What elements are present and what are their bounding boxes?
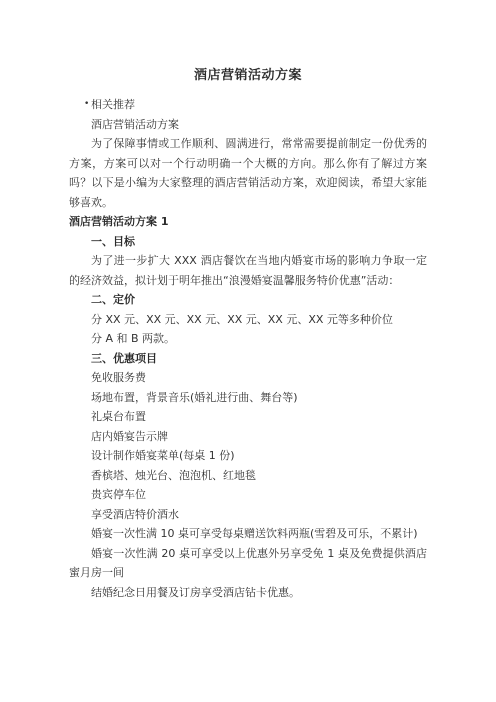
offer-heading: 三、优惠项目: [91, 351, 157, 365]
offer-paragraph: 婚宴一次性满 10 桌可享受每桌赠送饮料两瓶(雪碧及可乐，不累计): [91, 527, 418, 540]
price-line: 分 XX 元、XX 元、XX 元、XX 元、XX 元、XX 元等多种价位: [91, 312, 393, 326]
goal-paragraph: 为了进一步扩大 XXX 酒店餐饮在当地内婚宴市场的影响力争取一定的经济效益，拟计划于明年推出“浪漫婚宴温馨服务特价优惠”活动：: [69, 254, 427, 287]
related-label: 相关推荐: [91, 98, 135, 111]
intro-paragraph: 为了保障事情或工作顺利、圆满进行，常常需要提前制定一份优秀的方案，方案可以对一个行动明确一个大概的方向。那么你有了解过方案吗？以下是小编为大家整理的酒店营销活动方案，欢迎阅读，希望大家能够喜欢。: [69, 137, 427, 209]
offer-item: 免收服务费: [91, 371, 146, 384]
offer-item: 场地布置，背景音乐(婚礼进行曲、舞台等): [91, 390, 298, 404]
bullet-icon: •: [84, 99, 90, 109]
related-recommend: [69, 95, 427, 115]
section-heading: 酒店营销活动方案 1: [69, 215, 169, 228]
offer-item: 礼桌台布置: [91, 410, 146, 423]
offer-item: 店内婚宴告示牌: [91, 429, 168, 443]
price-heading: 二、定价: [91, 293, 135, 306]
offer-paragraph: 婚宴一次性满 20 桌可享受以上优惠外另享受免 1 桌及免费提供酒店蜜月房一间: [69, 546, 427, 579]
offer-paragraph: 结婚纪念日用餐及订房享受酒店钻卡优惠。: [91, 585, 300, 599]
document-body: [69, 95, 427, 602]
offer-item: 香槟塔、烛光台、泡泡机、红地毯: [91, 468, 256, 482]
price-line: 分 A 和 B 两款。: [91, 332, 176, 345]
related-link[interactable]: 酒店营销活动方案: [91, 117, 179, 131]
offer-item: 贵宾停车位: [91, 488, 146, 501]
offer-item: 设计制作婚宴菜单(每桌 1 份): [91, 449, 235, 462]
goal-heading: 一、目标: [91, 234, 135, 248]
page-title: 酒店营销活动方案: [193, 68, 302, 83]
offer-item: 享受酒店特价酒水: [91, 507, 179, 521]
